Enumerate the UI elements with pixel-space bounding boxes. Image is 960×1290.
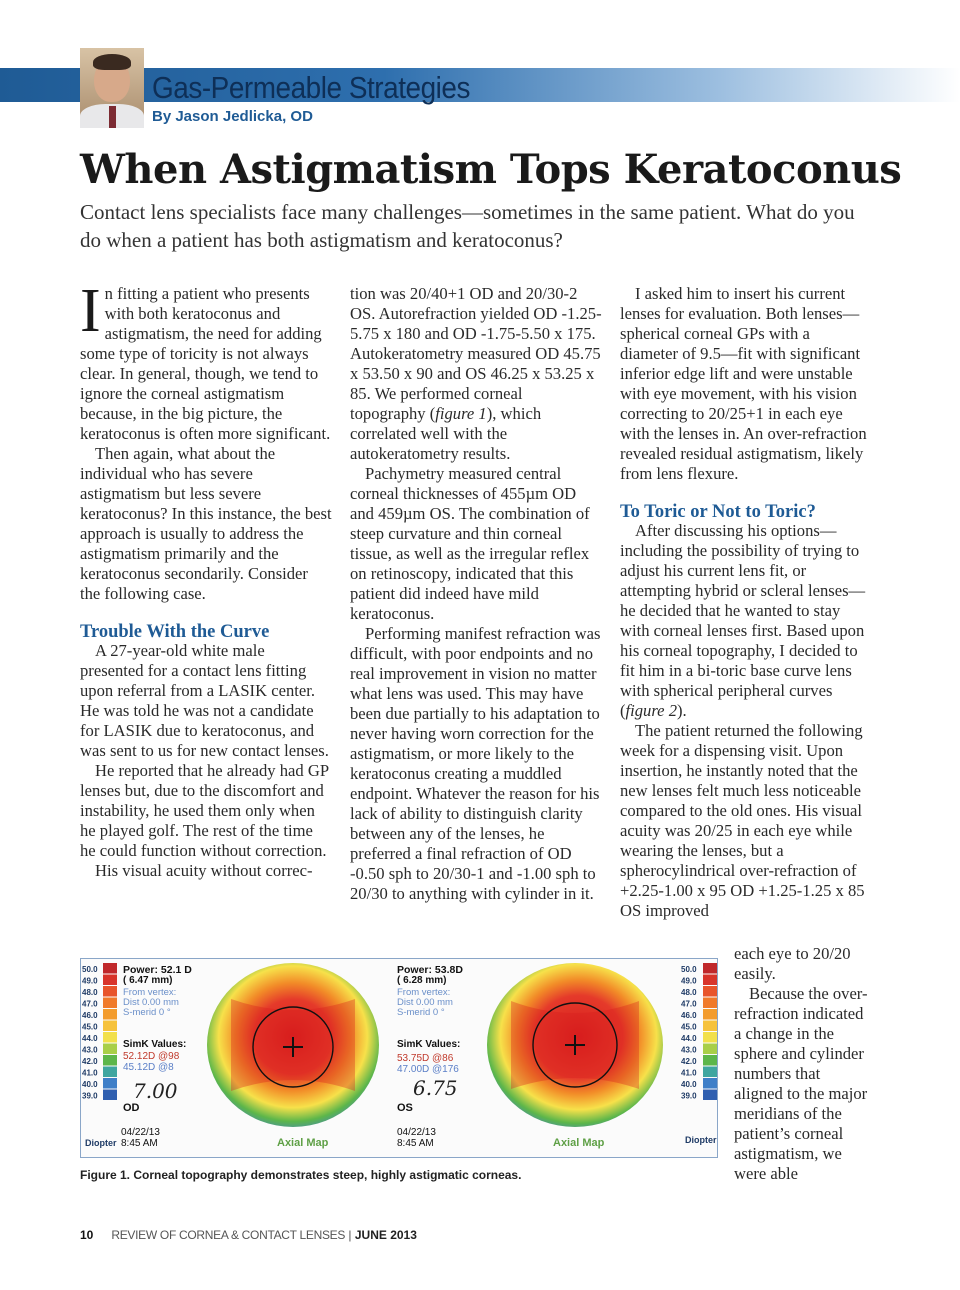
os-smerid: S-merid 0 ° (397, 1007, 445, 1018)
paragraph: He reported that he already had GP lenses but, due to the discomfort and instability, he used them only when he played golf. The rest of the time he could function without correction. (80, 761, 329, 860)
scale-swatch (703, 1009, 717, 1020)
os-eye-label: OS (397, 1102, 413, 1114)
author-photo (80, 48, 144, 128)
scale-left-label: 50.0 (82, 965, 98, 974)
scale-swatch (103, 975, 117, 986)
paragraph: A 27-year-old white male presented for a contact lens fitting upon referral from a LASIK center. He was told he was not a candidate for LASIK due to keratoconus, and was sent to us for new contact lenses. (80, 641, 329, 760)
scale-swatch (703, 986, 717, 997)
scale-swatch (703, 1090, 717, 1101)
od-simk-2: 45.12D @8 (123, 1062, 174, 1073)
scale-left-label: 41.0 (82, 1068, 98, 1078)
scale-swatch (103, 1044, 117, 1055)
scale-left-label: 40.0 (82, 1080, 98, 1089)
scale-swatch (703, 1032, 717, 1043)
od-power: Power: 52.1 D (123, 964, 192, 976)
paragraph: The patient returned the following week for a dispensing visit. Upon insertion, he instantly noted that the new lenses felt much less noticeable compared to the old ones. His visual acuity was 20/25 in each eye while wearing the lenses, but a spherocylindrical over-refraction of +2.25-1.00 x 95 OD +1.25-1.25 x 85 OS improved (620, 721, 865, 920)
os-time: 8:45 AM (397, 1138, 434, 1149)
scale-swatch (103, 986, 117, 997)
od-date: 04/22/13 (121, 1127, 160, 1138)
od-dist: Dist 0.00 mm (123, 997, 179, 1008)
paragraph: I asked him to insert his current lenses for evaluation. Both lenses—spherical corneal GPs with a diameter of 9.5—fit with significant inferior edge lift and were unstable with eye movement, with his vision correcting to 20/25+1 in each eye with the lenses in. An over-refraction revealed residual astigmatism, likely from lens flexure. (620, 284, 867, 483)
paragraph: After discussing his options—including the possibility of trying to adjust his current lens fit, or attempting hybrid or scleral lenses—he decided that he wanted to stay with corneal lenses first. Based upon his corneal topography, I decided to fit him in a bi-toric base curve lens with spherical peripheral curves (figure 2). (620, 521, 866, 720)
scale-swatch (103, 1009, 117, 1020)
scale-swatch (103, 963, 117, 974)
figure-reference: figure 2 (625, 701, 677, 720)
paragraph: tion was 20/40+1 OD and 20/30-2 OS. Autorefraction yielded OD -1.25-5.75 x 180 and OD -1.75-5.50 x 175. Autokeratometry measured OD 45.75 x 53.50 x 90 and OS 46.25 x 53.25 x 85. We performed corneal topography (figure 1), which correlated well with the autokeratometry results. (350, 284, 602, 463)
header-band (0, 68, 960, 102)
scale-left (82, 963, 117, 1101)
column-3-continued (734, 944, 872, 1184)
scale-left-label: 44.0 (82, 1034, 98, 1043)
scale-swatch (103, 1078, 117, 1089)
scale-swatch (703, 975, 717, 986)
footer-separator: | (345, 1228, 355, 1242)
scale-swatch (703, 1044, 717, 1055)
scale-right (681, 963, 717, 1101)
od-handwritten-note: 7.00 (133, 1079, 178, 1103)
drop-cap: I (80, 277, 101, 345)
byline: By Jason Jedlicka, OD (152, 108, 313, 125)
scale-swatch (703, 998, 717, 1009)
scale-left-label: 48.0 (82, 988, 98, 997)
figure-topography (80, 958, 718, 1158)
paragraph: Then again, what about the individual who has severe astigmatism but less severe keratoconus? In this instance, the best approach is usually to address the astigmatism primarily and the keratoconus secondarily. Consider the following case. (80, 444, 332, 603)
os-simk-label: SimK Values: (397, 1039, 461, 1050)
scale-right-label: 42.0 (681, 1057, 697, 1066)
paragraph: His visual acuity without correc- (95, 861, 313, 880)
scale-right-label: 39.0 (681, 1091, 697, 1101)
scale-right-label: 41.0 (681, 1068, 697, 1078)
scale-swatch (103, 1055, 117, 1066)
scale-swatch (703, 963, 717, 974)
scale-swatch (103, 998, 117, 1009)
od-smerid: S-merid 0 ° (123, 1007, 171, 1018)
article-deck: Contact lens specialists face many challenges—sometimes in the same patient. What do you do when a patient has both astigmatism and keratoconus? (80, 200, 855, 252)
scale-swatch (103, 1032, 117, 1043)
scale-left-label: 42.0 (82, 1057, 98, 1066)
od-simk-1: 52.12D @98 (123, 1051, 180, 1062)
scale-right-label: 43.0 (681, 1045, 697, 1055)
column-1 (80, 277, 332, 881)
od-simk-label: SimK Values: (123, 1039, 187, 1050)
os-handwritten-note: 6.75 (413, 1076, 458, 1100)
paragraph: Because the over-refraction indicated a change in the sphere and cylinder numbers that aligned to the major meridians of the patient’s corneal astigmatism, we were able (734, 984, 868, 1183)
od-map-label: Axial Map (277, 1137, 329, 1149)
scale-swatch (703, 1078, 717, 1089)
os-simk-2: 47.00D @176 (397, 1064, 459, 1075)
os-map-label: Axial Map (553, 1137, 605, 1149)
topo-map-os (487, 963, 663, 1127)
scale-left-label: 47.0 (82, 999, 98, 1009)
paragraph: In fitting a patient who presents with both keratoconus and astigmatism, the need for adding some type of toricity is not always clear. In general, though, we tend to ignore the corneal astigmatism because, in the big picture, the keratoconus is often more significant. (80, 277, 331, 443)
issue-date: JUNE 2013 (354, 1228, 417, 1242)
topography-svg (81, 959, 717, 1157)
scale-swatch (103, 1021, 117, 1032)
od-vertex: ( 6.47 mm) (123, 975, 173, 986)
paragraph: Performing manifest refraction was difficult, with poor endpoints and no real improvement in vision no matter what lens was used. This may have been due partially to his adaptation to never having worn correction for the astigmatism, or more likely to the keratoconus creating a muddled endpoint. Whatever the reason for his lack of ability to distinguish clarity between any of the lenses, he preferred a final refraction of OD -0.50 sph to 20/30-1 and -1.00 sph to 20/30 to anything with cylinder in it. (350, 624, 601, 903)
scale-left-label: 43.0 (82, 1045, 98, 1055)
os-power: Power: 53.8D (397, 964, 463, 976)
scale-unit-right: Diopter (685, 1135, 717, 1145)
page-footer (80, 1228, 417, 1242)
os-date: 04/22/13 (397, 1127, 436, 1138)
paragraph: each eye to 20/20 easily. (734, 944, 851, 983)
scale-right-label: 40.0 (681, 1080, 697, 1089)
os-dist: Dist 0.00 mm (397, 997, 453, 1008)
page-number: 10 (80, 1228, 94, 1242)
scale-left-label: 39.0 (82, 1091, 98, 1101)
column-3 (620, 284, 872, 921)
scale-right-label: 50.0 (681, 965, 697, 974)
od-from-vertex: From vertex: (123, 987, 177, 998)
scale-right-label: 45.0 (681, 1022, 697, 1032)
os-vertex: ( 6.28 mm) (397, 975, 447, 986)
subheading: Trouble With the Curve (80, 622, 270, 642)
scale-swatch (703, 1055, 717, 1066)
article-title: When Astigmatism Tops Keratoconus (80, 146, 902, 193)
scale-right-label: 44.0 (681, 1034, 697, 1043)
scale-swatch (103, 1090, 117, 1101)
topo-map-od (207, 963, 379, 1127)
scale-right-label: 48.0 (681, 988, 697, 997)
od-eye-label: OD (123, 1102, 140, 1114)
figure-reference: figure 1 (435, 404, 487, 423)
department-title: Gas-Permeable Strategies (152, 70, 470, 105)
scale-right-label: 49.0 (681, 976, 697, 986)
os-simk-1: 53.75D @86 (397, 1053, 454, 1064)
os-from-vertex: From vertex: (397, 987, 451, 998)
scale-swatch (703, 1021, 717, 1032)
journal-name: REVIEW OF CORNEA & CONTACT LENSES (111, 1228, 346, 1242)
scale-left-label: 49.0 (82, 976, 98, 986)
figure-caption: Figure 1. Corneal topography demonstrates steep, highly astigmatic corneas. (80, 1168, 522, 1182)
scale-swatch (103, 1067, 117, 1078)
scale-left-label: 46.0 (82, 1011, 98, 1020)
scale-right-label: 46.0 (681, 1011, 697, 1020)
subheading: To Toric or Not to Toric? (620, 502, 816, 522)
scale-swatch (703, 1067, 717, 1078)
paragraph: Pachymetry measured central corneal thicknesses of 455µm OD and 459µm OS. The combination of steep curvature and thin corneal tissue, as well as the irregular reflex on retinoscopy, indicated that this patient did indeed have mild keratoconus. (350, 464, 590, 623)
scale-left-label: 45.0 (82, 1022, 98, 1032)
od-time: 8:45 AM (121, 1138, 158, 1149)
scale-right-label: 47.0 (681, 999, 697, 1009)
column-2 (350, 284, 602, 904)
scale-unit-left: Diopter (85, 1138, 117, 1148)
